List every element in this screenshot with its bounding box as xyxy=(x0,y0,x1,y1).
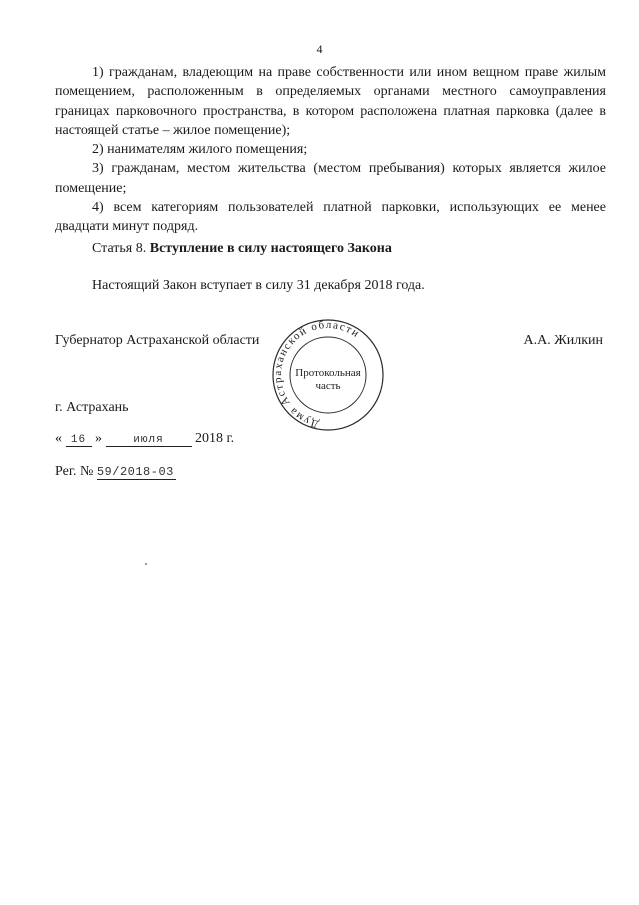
article-number: Статья 8. xyxy=(92,241,147,256)
effect-clause: Настоящий Закон вступает в силу 31 декабря 2018 года. xyxy=(92,278,425,293)
list-item-3: 3) гражданам, местом жительства (местом пребывания) которых является жилое помещение; xyxy=(55,161,606,196)
date-year: 2018 г. xyxy=(195,431,235,446)
registration-label: Рег. № xyxy=(55,464,94,479)
registration-number: 59/2018-03 xyxy=(96,465,174,479)
date-close-quote: » xyxy=(95,431,102,446)
list-item-2: 2) нанимателям жилого помещения; xyxy=(92,142,308,158)
page-number: 4 xyxy=(316,42,323,56)
city: г. Астрахань xyxy=(55,400,129,415)
stamp-center-line2: часть xyxy=(315,380,341,392)
date-open-quote: « xyxy=(55,431,62,446)
date-month: июля xyxy=(106,434,192,447)
stamp-center-line1: Протокольная xyxy=(295,367,361,379)
stamp-ring-text: Дума Астраханской области xyxy=(271,318,363,431)
list-body xyxy=(55,63,606,237)
official-stamp xyxy=(266,318,390,436)
list-item-1: 1) гражданам, владеющим на праве собственности или ином вещном праве жилым помещением, расположенным в определяемых органами местного самоуправления границах парковочного пространства, в котором расположена платная парковка (далее в настоящей статье – жилое помещение); xyxy=(55,65,606,138)
governor-name: А.А. Жилкин xyxy=(523,333,603,348)
signing-date xyxy=(55,431,234,447)
list-item-4: 4) всем категориям пользователей платной парковки, использующих ее менее двадцати минут подряд. xyxy=(55,200,606,235)
article-heading xyxy=(92,241,392,257)
scan-speck xyxy=(145,563,147,565)
date-day: 16 xyxy=(66,434,92,447)
governor-title: Губернатор Астраханской области xyxy=(55,333,260,348)
article-title: Вступление в силу настоящего Закона xyxy=(149,241,392,256)
registration xyxy=(55,464,176,480)
